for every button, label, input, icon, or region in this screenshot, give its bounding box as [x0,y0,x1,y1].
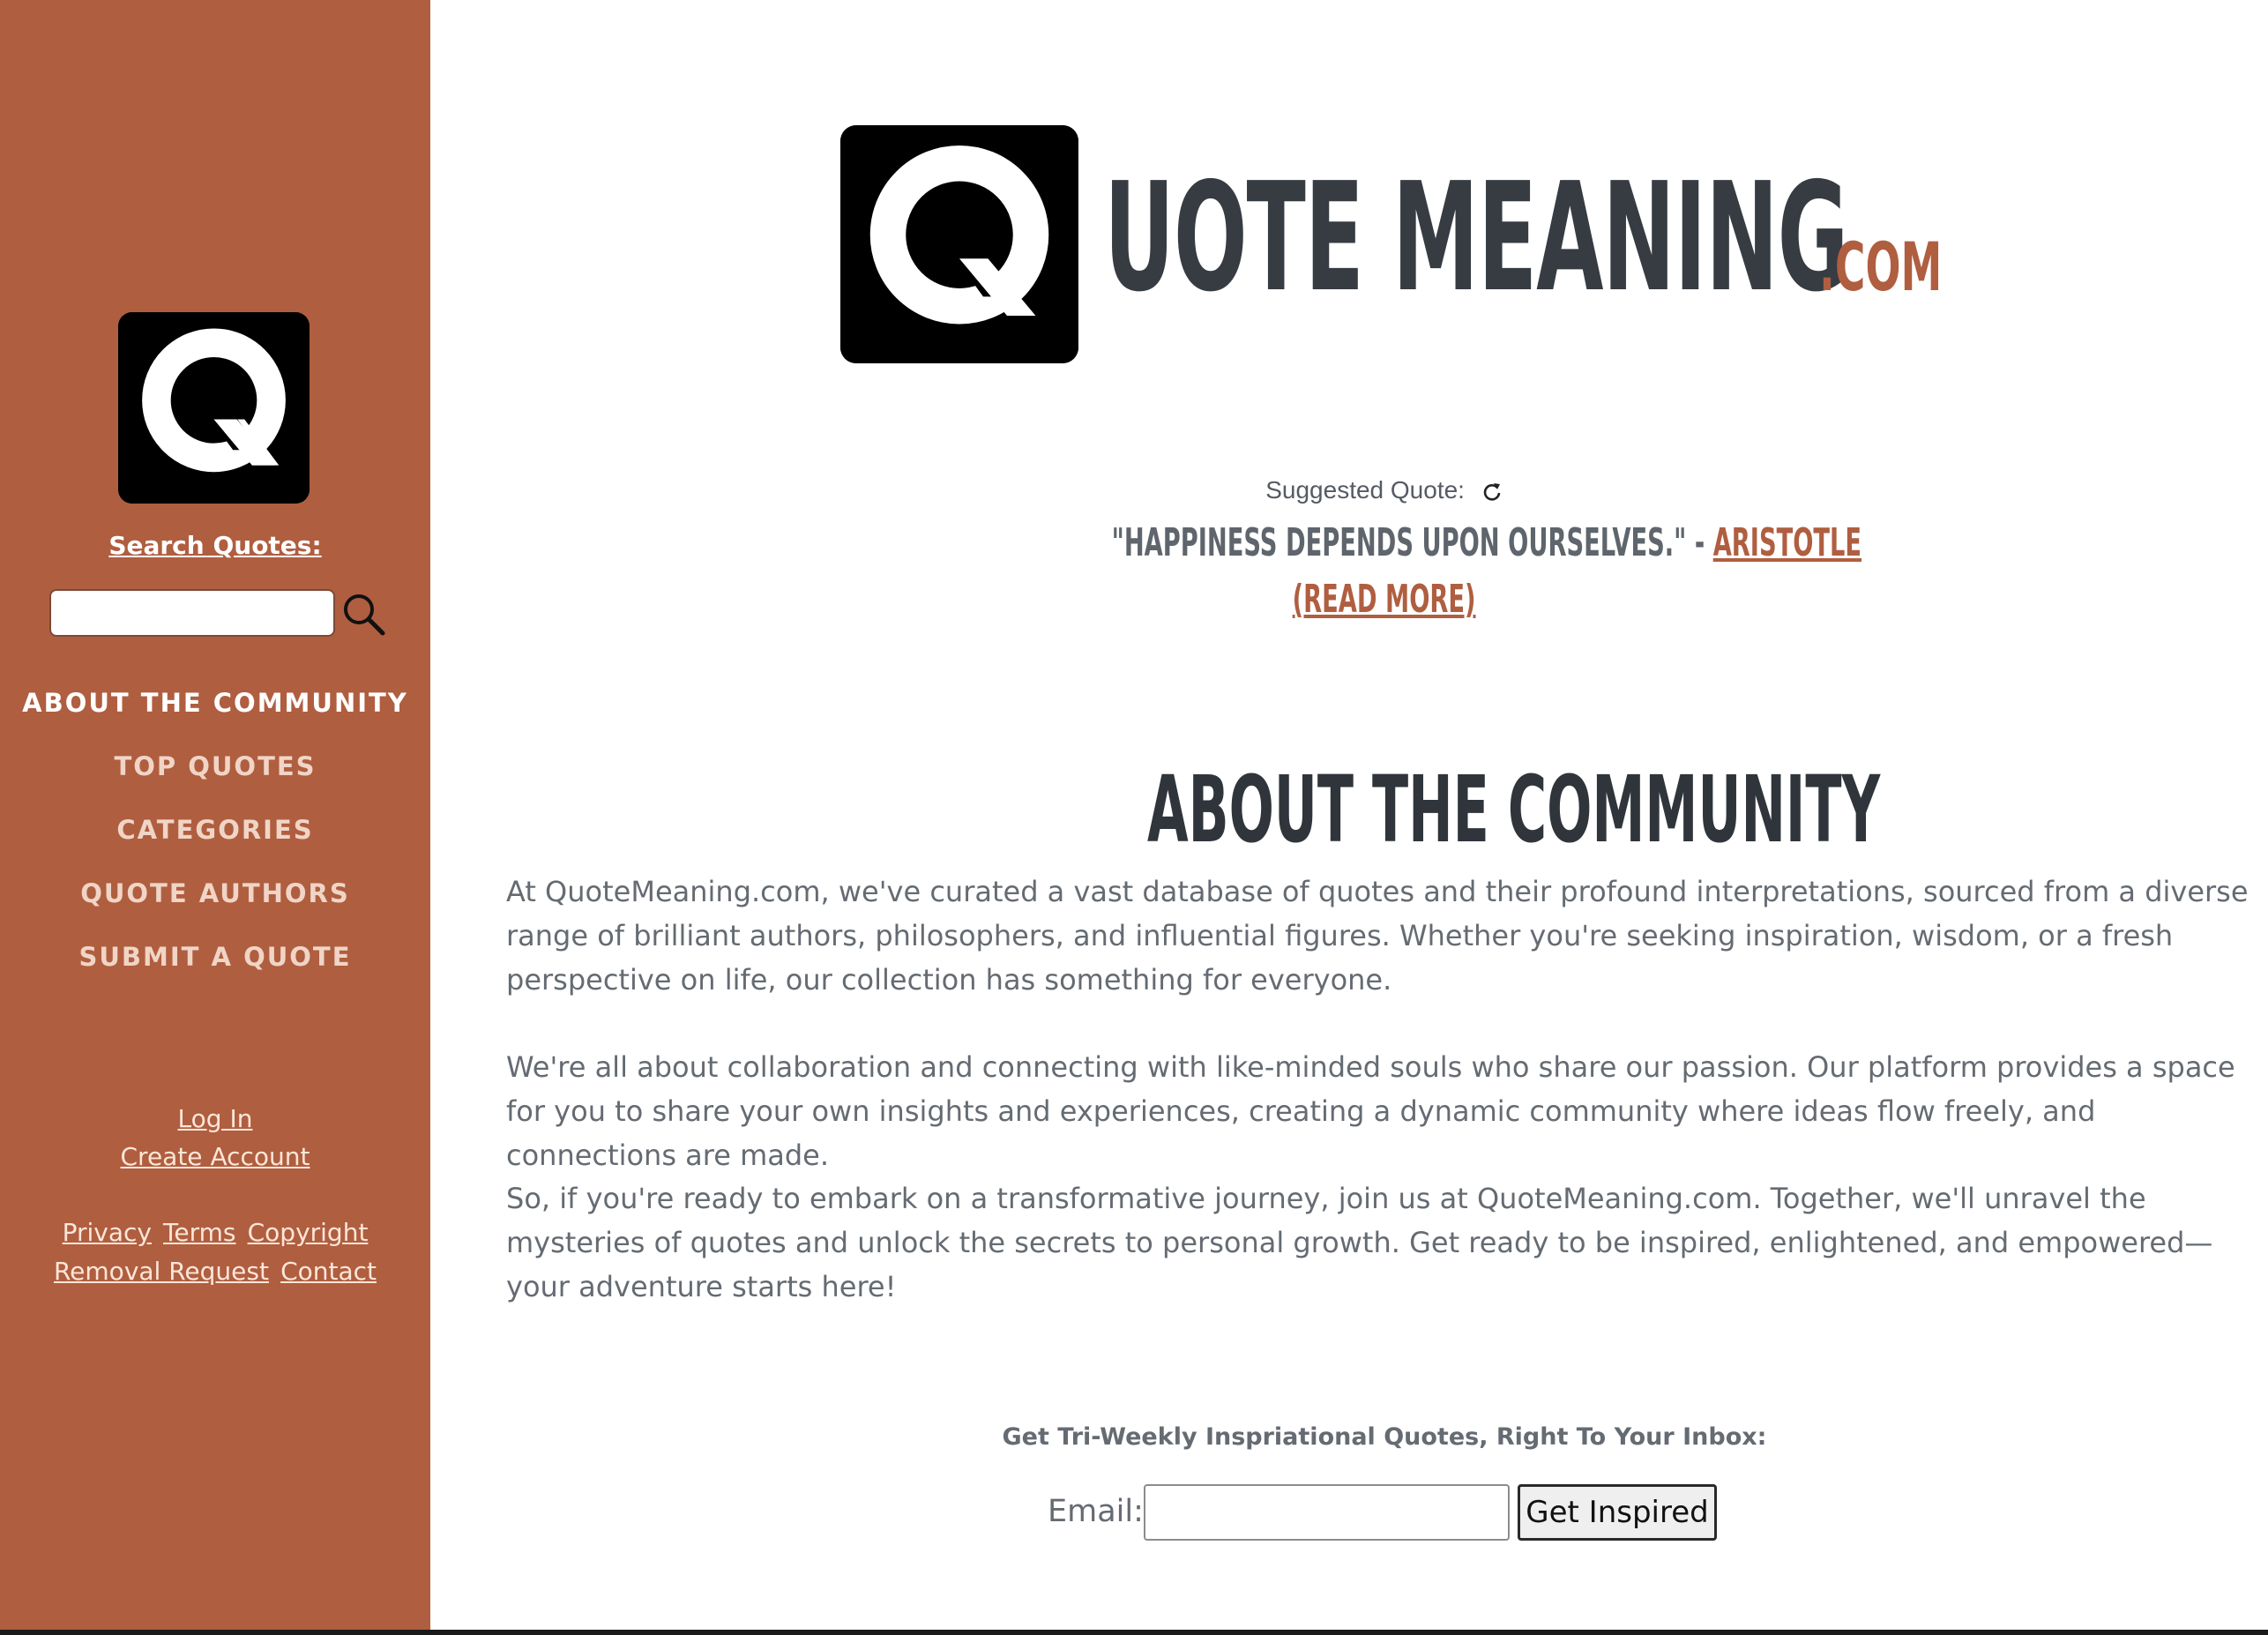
terms-link[interactable]: Terms [163,1218,236,1247]
nav-categories[interactable]: CATEGORIES [116,815,314,845]
search-input[interactable] [49,589,335,637]
contact-link[interactable]: Contact [280,1257,377,1286]
create-account-link[interactable]: Create Account [120,1142,310,1171]
support-links-row [0,1253,430,1294]
email-field[interactable] [1144,1484,1510,1541]
brand-tld: .COM [1819,228,1943,306]
login-row [0,1101,430,1141]
suggested-quote-label: Suggested Quote: [1265,476,1465,504]
quote-text: "HAPPINESS DEPENDS UPON OURSELVES." [1111,520,1687,565]
nav-top-quotes[interactable]: TOP QUOTES [114,751,317,781]
q-logo-icon [118,312,310,504]
search-quotes-label[interactable]: Search Quotes: [108,531,322,560]
q-logo-large-icon [840,125,1078,363]
refresh-icon[interactable] [1481,481,1503,504]
quote-author-link[interactable]: ARISTOTLE [1712,520,1862,565]
about-paragraph-2: We're all about collaboration and connecting with like-minded souls who share our passion. Our platform provides a space for you to share your own insights and experiences, creating a dynamic community where ideas flow freely, and connections are made. [506,1050,2235,1172]
sidebar [0,0,430,1635]
read-more-link[interactable]: (READ MORE) [1293,577,1476,622]
email-label: Email: [1048,1494,1144,1529]
nav-about-community[interactable]: ABOUT THE COMMUNITY [22,688,408,718]
about-heading: ABOUT THE COMMUNITY [1146,756,1881,863]
privacy-link[interactable]: Privacy [62,1218,152,1247]
quote-separator: - [1686,520,1713,565]
suggested-quote [882,519,1887,568]
nav-submit-quote[interactable]: SUBMIT A QUOTE [78,942,352,972]
nav-quote-authors[interactable]: QUOTE AUTHORS [80,878,350,908]
search-button[interactable] [339,589,388,638]
removal-request-link[interactable]: Removal Request [53,1257,269,1286]
brand-wordmark[interactable]: UOTE MEANING [1104,151,1848,325]
newsletter-label: Get Tri-Weekly Inspriational Quotes, Right To Your Inbox: [1002,1423,1767,1451]
suggested-quote-row [1235,476,1534,504]
search-icon [339,589,388,638]
legal-links-row [0,1214,430,1255]
main-logo-icon[interactable] [840,125,1078,363]
read-more-row [1146,575,1623,624]
about-paragraph-1: At QuoteMeaning.com, we've curated a vast database of quotes and their profound interpretations, sourced from a diverse range of brilliant authors, philosophers, and influential figures. Whether you're seeking inspiration, wisdom, or a fresh perspective on life, our collection has something for everyone. [506,875,2249,997]
copyright-link[interactable]: Copyright [247,1218,369,1247]
sidebar-logo-icon[interactable] [118,312,310,504]
get-inspired-button[interactable]: Get Inspired [1518,1484,1717,1541]
about-paragraph-3: So, if you're ready to embark on a transformative journey, join us at QuoteMeaning.com. Together, we'll unravel the mysteries of quotes and unlock the secrets to personal growth. Get ready to be inspired, enlightened, and empowered—your adventure starts here! [506,1182,2213,1303]
login-link[interactable]: Log In [177,1104,253,1133]
window-bottom-edge [0,1630,2268,1635]
page-title [882,757,1887,862]
create-account-row [0,1139,430,1179]
